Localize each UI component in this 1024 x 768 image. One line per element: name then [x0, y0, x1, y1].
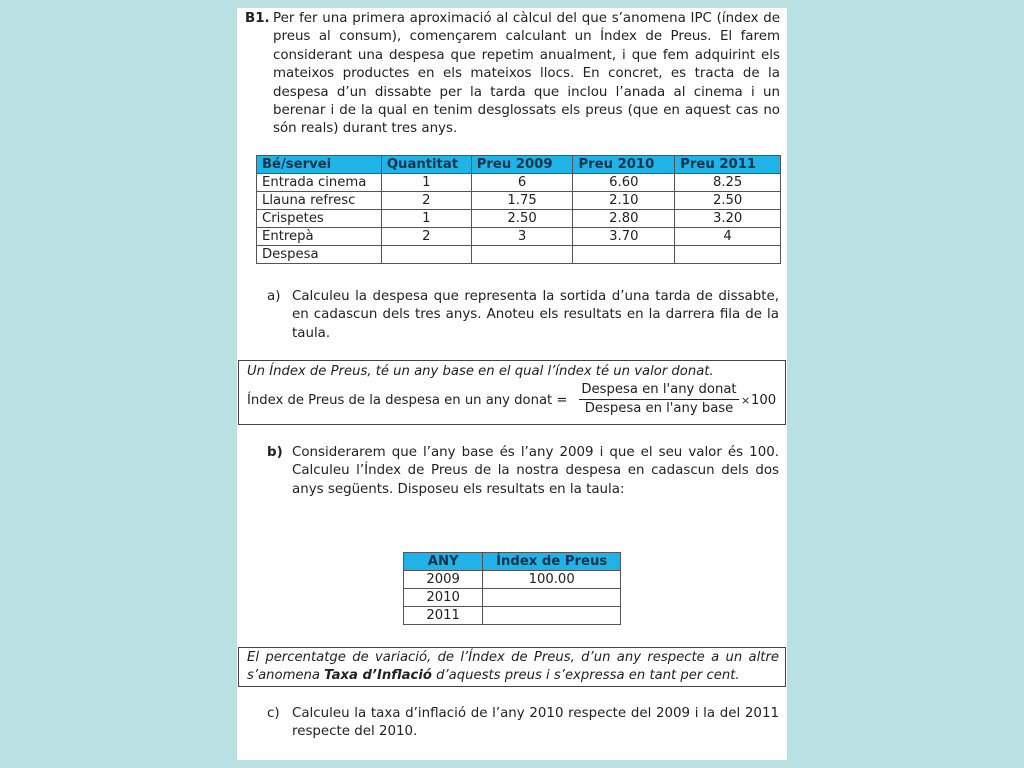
question-c [267, 705, 779, 742]
inflation-text-after: d’aquests preus i s’expressa en tant per cent. [431, 668, 740, 683]
table-cell: 3 [471, 228, 573, 246]
table-cell: 2.50 [675, 192, 781, 210]
table-cell: 3.20 [675, 210, 781, 228]
fraction-denominator: Despesa en l'any base [584, 401, 734, 416]
table-row [257, 246, 781, 264]
table-cell: 100.00 [483, 571, 621, 589]
col-header: Bé/servei [257, 156, 382, 174]
table-cell: 2.50 [471, 210, 573, 228]
table-header-row [257, 156, 781, 174]
col-header: Índex de Preus [483, 553, 621, 571]
table-header-row [404, 553, 621, 571]
table-cell: 2009 [404, 571, 483, 589]
answer-cell[interactable] [471, 246, 573, 264]
table-row [257, 228, 781, 246]
table-row [257, 192, 781, 210]
table-cell: 1 [381, 210, 471, 228]
table-cell: 1 [381, 174, 471, 192]
answer-cell[interactable] [483, 607, 621, 625]
inflation-term: Taxa d’Inflació [324, 668, 432, 683]
col-header: Preu 2011 [675, 156, 781, 174]
table-row [404, 607, 621, 625]
answer-cell[interactable] [573, 246, 675, 264]
table-cell: 2.10 [573, 192, 675, 210]
col-header: ANY [404, 553, 483, 571]
document-page [237, 8, 787, 760]
table-cell: 1.75 [471, 192, 573, 210]
table-cell: 6.60 [573, 174, 675, 192]
table-row [257, 210, 781, 228]
inflation-box [238, 647, 786, 687]
question-text: Calculeu la despesa que representa la sortida d’una tarda de dissabte, en cadascun dels tres anys. Anoteu els resultats en la darrera fila de la taula. [292, 289, 779, 341]
formula-fraction [579, 381, 739, 418]
question-text: Calculeu la taxa d’inflació de l’any 2010 respecte del 2009 i la del 2011 respecte del 2010. [292, 706, 779, 740]
table-cell: 6 [471, 174, 573, 192]
question-b [267, 444, 779, 499]
intro-text: Per fer una primera aproximació al càlcul del que s’anomena IPC (índex de preus al consum), començarem calculant un Índex de Preus. El farem considerant una despesa que repetim anualment, i que fem adquirint els mateixos productes en els mateixos llocs. En concret, es tracta de la despesa d’un dissabte per la tarda que inclou l’anada al cinema i un berenar i de la qual en tenim desglossats els preus (que en aquest cas no són reals) durant tres anys. [273, 11, 780, 137]
table-cell: Despesa [257, 246, 382, 264]
table-cell: 8.25 [675, 174, 781, 192]
table-cell: Crispetes [257, 210, 382, 228]
index-table [403, 552, 621, 625]
formula-factor: 100 [751, 393, 777, 408]
col-header: Preu 2009 [471, 156, 573, 174]
col-header: Quantitat [381, 156, 471, 174]
question-label: c) [267, 706, 280, 721]
question-label: a) [267, 289, 281, 304]
question-label: b) [267, 445, 283, 460]
table-cell: 2011 [404, 607, 483, 625]
table-cell: 2 [381, 192, 471, 210]
question-a [267, 288, 779, 343]
answer-cell[interactable] [381, 246, 471, 264]
table-cell: 2 [381, 228, 471, 246]
formula-left: Índex de Preus de la despesa en un any donat = [247, 393, 568, 408]
table-cell: Entrada cinema [257, 174, 382, 192]
definition-text: Un Índex de Preus, té un any base en el qual l’índex té un valor donat. [247, 364, 714, 379]
question-text: Considerarem que l’any base és l’any 2009 i que el seu valor és 100. Calculeu l’Índex de Preus de la nostra despesa en cadascun dels dos anys següents. Disposeu els resultats en la taula: [292, 445, 779, 497]
inflation-text-before: El percentatge de variació, de l’Índex de Preus, d’un any respecte a un altre s’anomena [247, 650, 779, 683]
table-row [404, 589, 621, 607]
table-row [257, 174, 781, 192]
table-cell: 2.80 [573, 210, 675, 228]
table-cell: Entrepà [257, 228, 382, 246]
table-cell: 2010 [404, 589, 483, 607]
answer-cell[interactable] [483, 589, 621, 607]
table-cell: 3.70 [573, 228, 675, 246]
table-cell: Llauna refresc [257, 192, 382, 210]
fraction-numerator: Despesa en l'any donat [581, 382, 737, 397]
inflation-text [247, 649, 779, 685]
table-cell: 4 [675, 228, 781, 246]
times-sign: × [741, 394, 751, 407]
intro-paragraph [245, 10, 780, 139]
col-header: Preu 2010 [573, 156, 675, 174]
table-row [404, 571, 621, 589]
definition-box [238, 360, 786, 425]
answer-cell[interactable] [675, 246, 781, 264]
prices-table [256, 155, 781, 264]
problem-number: B1. [245, 11, 270, 26]
